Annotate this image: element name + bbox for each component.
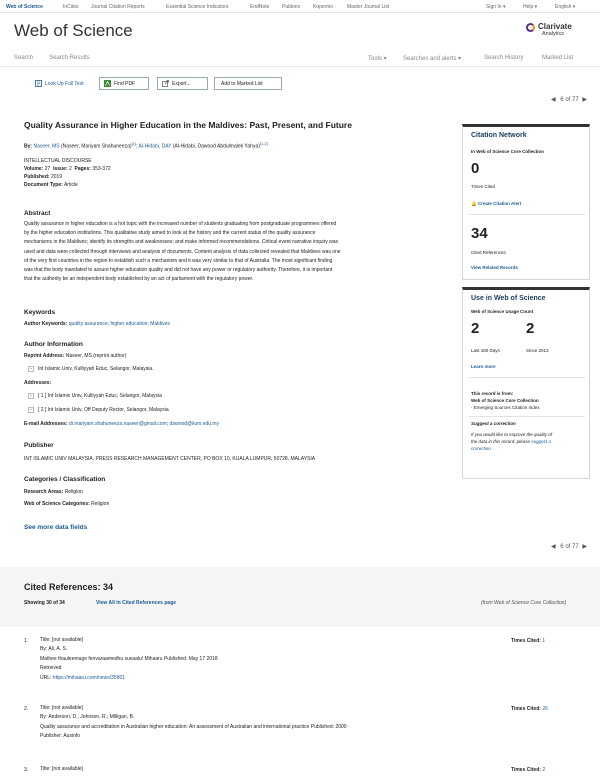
look-up-label: Look Up Full Text (45, 80, 84, 87)
suggest-text-1: If you would like to improve the quality of (471, 432, 553, 437)
nav-marked-list[interactable]: Marked List (542, 55, 574, 61)
ref-times-cited: Times Cited: 26 (511, 706, 548, 712)
export-button[interactable] (157, 77, 208, 90)
look-up-full-text-button[interactable] (30, 77, 96, 90)
times-cited-label: Times Cited (471, 184, 495, 189)
clarivate-mark-icon (526, 23, 535, 32)
pager-current: 6 (560, 97, 564, 103)
export-label: Export... (172, 80, 191, 87)
ref-times-cited-link[interactable]: 1 (542, 638, 546, 644)
cited-references-label: Cited References (471, 250, 506, 255)
nav-search-history[interactable]: Search History (484, 55, 524, 61)
clarivate-analytics-logo (526, 22, 586, 42)
next-record-arrow-icon[interactable]: ▶ (582, 544, 587, 550)
address-expand-icon[interactable]: + (29, 394, 33, 398)
learn-more-link[interactable]: Learn more (471, 364, 496, 369)
suggest-text-2: the data in this record, please suggest a (471, 439, 551, 444)
help-menu[interactable]: Help ▾ (523, 4, 538, 10)
record-pager-top (551, 96, 587, 103)
find-pdf-button[interactable] (99, 77, 149, 90)
ref-times-cited-link[interactable]: 2 (542, 767, 546, 773)
reference-item: Title: [not available] By: Ali, A. S. Mathee thauleemuge fenvaraamedhu suvaalu! Mihaaru Published: May 17 2018 Retrieved URL: https://mihaaru.com/news/35801 (40, 637, 218, 681)
nav-search[interactable]: Search (14, 55, 34, 61)
ref-number: 1. (24, 638, 29, 644)
full-text-icon (35, 80, 42, 87)
pdf-icon (104, 80, 111, 87)
journal-name: INTELLECTUAL DISCOURSE (24, 158, 92, 164)
usage-2013-count: 2 (526, 320, 535, 337)
publisher-text: INT ISLAMIC UNIV MALAYSIA, PRESS RESEARCH MANAGEMENT CENTER, PO BOX 10, KUALA LUMPUR, 50728, MALAYSIA (24, 456, 316, 462)
keyword-link-higher-education[interactable]: higher education (110, 321, 148, 327)
ref-number: 3. (24, 767, 29, 773)
by-label: By: (24, 143, 33, 150)
export-icon (162, 80, 169, 87)
bell-icon: 🔔 (471, 201, 477, 206)
address-expand-icon[interactable]: + (29, 408, 33, 412)
sign-in-menu[interactable]: Sign In ▾ (486, 4, 506, 10)
prev-record-arrow-icon[interactable]: ◀ (551, 97, 556, 103)
topbar-link-publons[interactable]: Publons (282, 4, 301, 10)
correction-link[interactable]: correction. (471, 446, 493, 451)
reference-url-link[interactable]: https://mihaaru.com/news/35801 (52, 674, 126, 681)
reference-item: Title: [not available] (40, 766, 83, 772)
email-addresses-line: E-mail Addresses: dr.mariyam.shahuneeza.naseer@gmail.com; dawood@iium.edu.my (24, 421, 220, 427)
topbar-link-web-of-science[interactable]: Web of Science (6, 4, 43, 10)
abstract-text: Quality assurance in higher education is a hot topic with the increased number of students graduating from postgraduate programmes offered by the higher education institutions. This qualitative study aimed to look at the history and the current status of the quality assurance mechanisms in the Maldives; identify its strengths and weaknesses; and make informed recommendations. Critical event narrative inquiry was used and data were collected through interviews and analysis of documents. Content analysis of data collected revealed that Maldives was one of the very first countries in the region to establish such a mechanism and it was very similar to that of Australia. The most significant finding was that the body mandated to assure higher education quality and did not have any power or regulatory authority. Therefore, it is important that the authority be an independent body established by an act of parliament with the regulatory power. (24, 221, 341, 283)
reference-item: Title: [not available] By: Anderson, D.; Johnson, R.; Milligan, B. Quality assurance and accreditation in Australian higher education: An assessment of Australian and international practice Published: 2000 Publisher: Ausinfo (40, 705, 347, 740)
suggest-correction-link[interactable]: suggest a (531, 439, 551, 444)
author2-affil-sup[interactable]: [1,2] (259, 141, 268, 146)
times-cited-count[interactable]: 0 (471, 160, 480, 177)
web-of-science-logo[interactable]: Web of Science (14, 21, 133, 40)
citation-network-heading: Citation Network (471, 132, 527, 139)
add-marked-label: Add to Marked List (221, 80, 263, 87)
last-180-days-label: Last 180 Days (471, 348, 500, 353)
topbar-link-endnote[interactable]: EndNote (250, 4, 270, 10)
pager-total: of 77 (565, 97, 579, 103)
since-2013-label: Since 2013 (526, 348, 549, 353)
next-record-arrow-icon[interactable]: ▶ (582, 97, 587, 103)
core-collection-label: In Web of Science Core Collection (471, 149, 544, 154)
brand-name: Clarivate (538, 22, 572, 31)
record-from-index: - Emerging Sources Citation Index (471, 405, 540, 410)
topbar-link-jcr[interactable]: Journal Citation Reports (91, 4, 145, 10)
find-pdf-label: Find PDF (114, 80, 136, 87)
keyword-link-quality-assurance[interactable]: quality assurance (68, 321, 108, 327)
topbar-link-incites[interactable]: InCites (63, 4, 79, 10)
main-nav (0, 49, 600, 67)
nav-searches-alerts[interactable]: Searches and alerts ▾ (403, 56, 462, 62)
record-from-label: This record is from: (471, 391, 514, 396)
suggest-text-3 (471, 446, 492, 451)
address-2: + [ 2 ] Int Islamic Univ, Off Deputy Rector, Selangor, Malaysia (29, 407, 169, 413)
language-menu[interactable]: English ▾ (555, 4, 576, 10)
usage-count-label: Web of Science Usage Count (471, 309, 534, 314)
publisher-heading: Publisher (24, 442, 54, 449)
reprint-affiliation: + Int Islamic Univ, Kulliyyah Educ, Selangor, Malaysia. (29, 366, 154, 372)
create-citation-alert-link[interactable]: 🔔 Create Citation Alert (471, 201, 522, 206)
address-1: + [ 1 ] Int Islamic Univ, Kulliyyah Educ, Selangor, Malaysia (29, 393, 162, 399)
cited-references-count[interactable]: 34 (471, 225, 488, 242)
topbar-link-kopernio[interactable]: Kopernio (313, 4, 334, 10)
author-link-naseer[interactable]: Naseer, MS (33, 143, 60, 150)
view-all-cited-references-link[interactable]: View All in Cited References page (96, 600, 177, 606)
reprint-address-line: Reprint Address: Naseer, MS (reprint author) (24, 353, 127, 359)
email-link-2[interactable]: dawood@iium.edu.my (169, 421, 220, 427)
header (0, 13, 600, 49)
author-link-alhidabi[interactable]: Al-Hidabi, DAY (138, 143, 172, 150)
add-to-marked-list-button[interactable] (214, 77, 282, 90)
top-product-bar (0, 0, 600, 13)
showing-count: Showing 30 of 34 (24, 600, 65, 606)
author-keywords-line: Author Keywords: quality assurance; higher education; Maldives (24, 321, 170, 327)
keyword-link-maldives[interactable]: Maldives (150, 321, 170, 327)
see-more-data-fields-link[interactable]: See more data fields (24, 524, 88, 531)
authors-line: By: Naseer, MS (Naseer, Mariyam Shahuneeza)[1]; Al-Hidabi, DAY (Al-Hidabi, Dawood Abdulmalek Yahya)[1,2] (24, 141, 268, 150)
usage-panel (462, 287, 590, 479)
email-link-1[interactable]: dr.mariyam.shahuneeza.naseer@gmail.com (68, 421, 167, 427)
from-collection-note: (from Web of Science Core Collection) (481, 600, 567, 606)
research-areas-line: Research Areas: Religion (24, 489, 83, 495)
author1-fullname: (Naseer, Mariyam Shahuneeza) (60, 143, 132, 150)
cited-references-header-band (0, 567, 600, 627)
record-title: Quality Assurance in Higher Education in the Maldives: Past, Present, and Future (24, 120, 352, 130)
abstract-heading: Abstract (24, 210, 51, 217)
ref-times-cited: Times Cited: 2 (511, 767, 546, 773)
record-pager-bottom: ◀ 6 of 77 ▶ (551, 544, 587, 550)
brand-sub: Analytics (542, 31, 565, 37)
citation-network-panel (462, 124, 590, 280)
topbar-link-esi[interactable]: Essential Science Indicators (166, 4, 229, 10)
author-information-heading: Author Information (24, 341, 83, 348)
record-from-collection: Web of Science Core Collection (471, 398, 539, 403)
addresses-label: Addresses: (24, 380, 52, 386)
published-line: Published: 2019 (24, 174, 63, 180)
ref-times-cited-link[interactable]: 26 (542, 706, 548, 712)
keywords-heading: Keywords (24, 309, 56, 316)
wos-categories-line: Web of Science Categories: Religion (24, 501, 110, 507)
affiliation-expand-icon[interactable]: + (29, 367, 33, 371)
document-type-line: Document Type: Article (24, 182, 78, 188)
usage-180-count: 2 (471, 320, 480, 337)
volume-issue-pages: Volume: 27 Issue: 2 Pages: 353-372 (24, 166, 111, 172)
ref-times-cited: Times Cited: 1 (511, 638, 546, 644)
categories-heading: Categories / Classification (24, 476, 106, 483)
ref-number: 2. (24, 706, 29, 712)
topbar-link-master-journal-list[interactable]: Master Journal List (347, 4, 390, 10)
cited-references-heading: Cited References: 34 (24, 582, 114, 592)
suggest-correction-heading: Suggest a correction (471, 421, 516, 426)
nav-tools[interactable]: Tools ▾ (368, 56, 387, 62)
author2-fullname: (Al-Hidabi, Dawood Abdulmalek Yahya) (172, 143, 260, 150)
use-in-wos-heading: Use in Web of Science (471, 295, 546, 302)
view-related-records-link[interactable]: View Related Records (471, 265, 518, 270)
author1-affil-sup[interactable]: [1] (131, 141, 137, 146)
prev-record-arrow-icon[interactable]: ◀ (551, 544, 556, 550)
nav-search-results[interactable]: Search Results (49, 55, 90, 61)
